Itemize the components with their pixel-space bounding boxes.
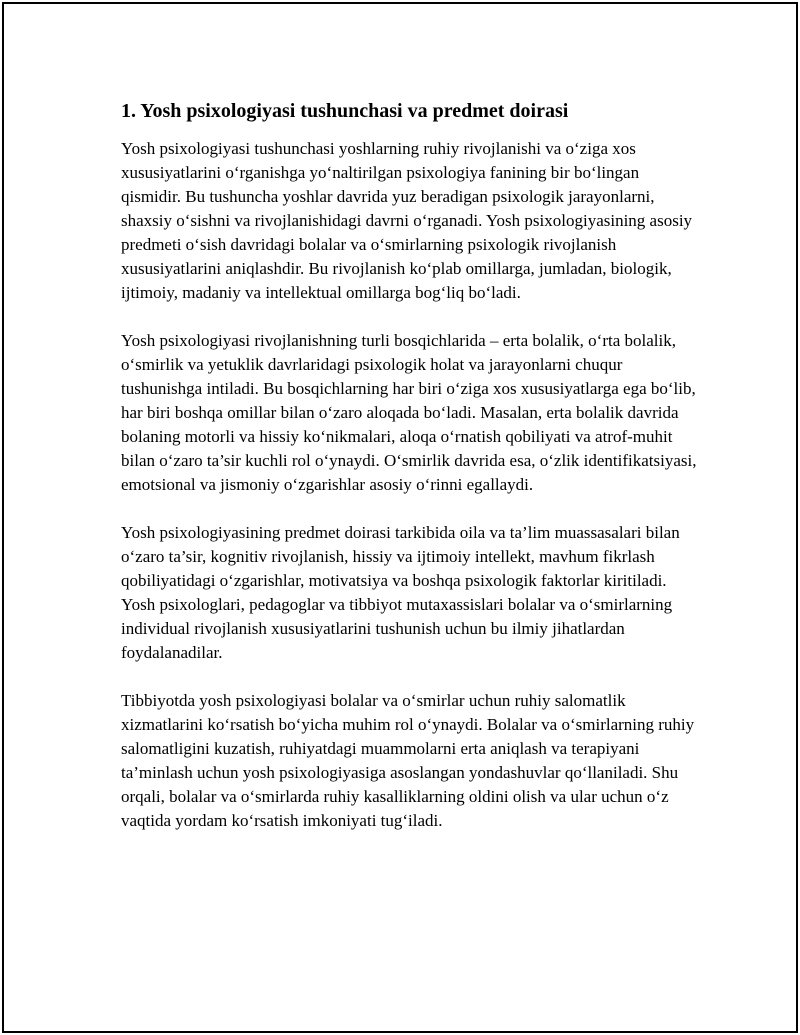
paragraph-scope: Yosh psixologiyasining predmet doirasi tarkibida oila va ta’lim muassasalari bilan o‘zaro ta’sir, kognitiv rivojlanish, hissiy va ijtimoiy intellekt, mavhum fikrlash qobiliyatidagi o‘zgarishlar, motivatsiya va boshqa psixologik faktorlar kiritiladi. Yosh psixologlari, pedagoglar va tibbiyot mutaxassislari bolalar va o‘smirlarning individual rivojlanish xususiyatlarini tushunish uchun bu ilmiy jihatlardan foydalanadilar. [121,523,680,662]
page-border [2,2,798,1033]
section-heading: 1. Yosh psixologiyasi tushunchasi va predmet doirasi [121,100,569,122]
paragraph-medicine: Tibbiyotda yosh psixologiyasi bolalar va o‘smirlar uchun ruhiy salomatlik xizmatlarini ko‘rsatish bo‘yicha muhim rol o‘ynaydi. Bolalar va o‘smirlarning ruhiy salomatligini kuzatish, ruhiyatdagi muammolarni erta aniqlash va terapiyani ta’minlash uchun yosh psixologiyasiga asoslangan yondashuvlar qo‘llaniladi. Shu orqali, bolalar va o‘smirlarda ruhiy kasalliklarning oldini olish va ular uchun o‘z vaqtida yordam ko‘rsatish imkoniyati tug‘iladi. [121,691,695,830]
paragraph-stages: Yosh psixologiyasi rivojlanishning turli bosqichlarida – erta bolalik, o‘rta bolalik, o‘smirlik va yetuklik davrlaridagi psixologik holat va jarayonlarni chuqur tushunishga intiladi. Bu bosqichlarning har biri o‘ziga xos xususiyatlarga ega bo‘lib, har biri boshqa omillar bilan o‘zaro aloqada bo‘ladi. Masalan, erta bolalik davrida bolaning motorli va hissiy ko‘nikmalari, aloqa o‘rnatish qobiliyati va atrof-muhit bilan o‘zaro ta’sir kuchli rol o‘ynaydi. O‘smirlik davrida esa, o‘zlik identifikatsiyasi, emotsional va jismoniy o‘zgarishlar asosiy o‘rinni egallaydi. [121,331,697,494]
document-body [121,98,701,857]
paragraph-definition: Yosh psixologiyasi tushunchasi yoshlarning ruhiy rivojlanishi va o‘ziga xos xususiyatlarini o‘rganishga yo‘naltirilgan psixologiya fanining bir bo‘lingan qismidir. Bu tushuncha yoshlar davrida yuz beradigan psixologik jarayonlarni, shaxsiy o‘sishni va rivojlanishidagi davrni o‘rganadi. Yosh psixologiyasining asosiy predmeti o‘sish davridagi bolalar va o‘smirlarning psixologik rivojlanish xususiyatlarini aniqlashdir. Bu rivojlanish ko‘plab omillarga, jumladan, biologik, ijtimoiy, madaniy va intellektual omillarga bog‘liq bo‘ladi. [121,139,693,302]
